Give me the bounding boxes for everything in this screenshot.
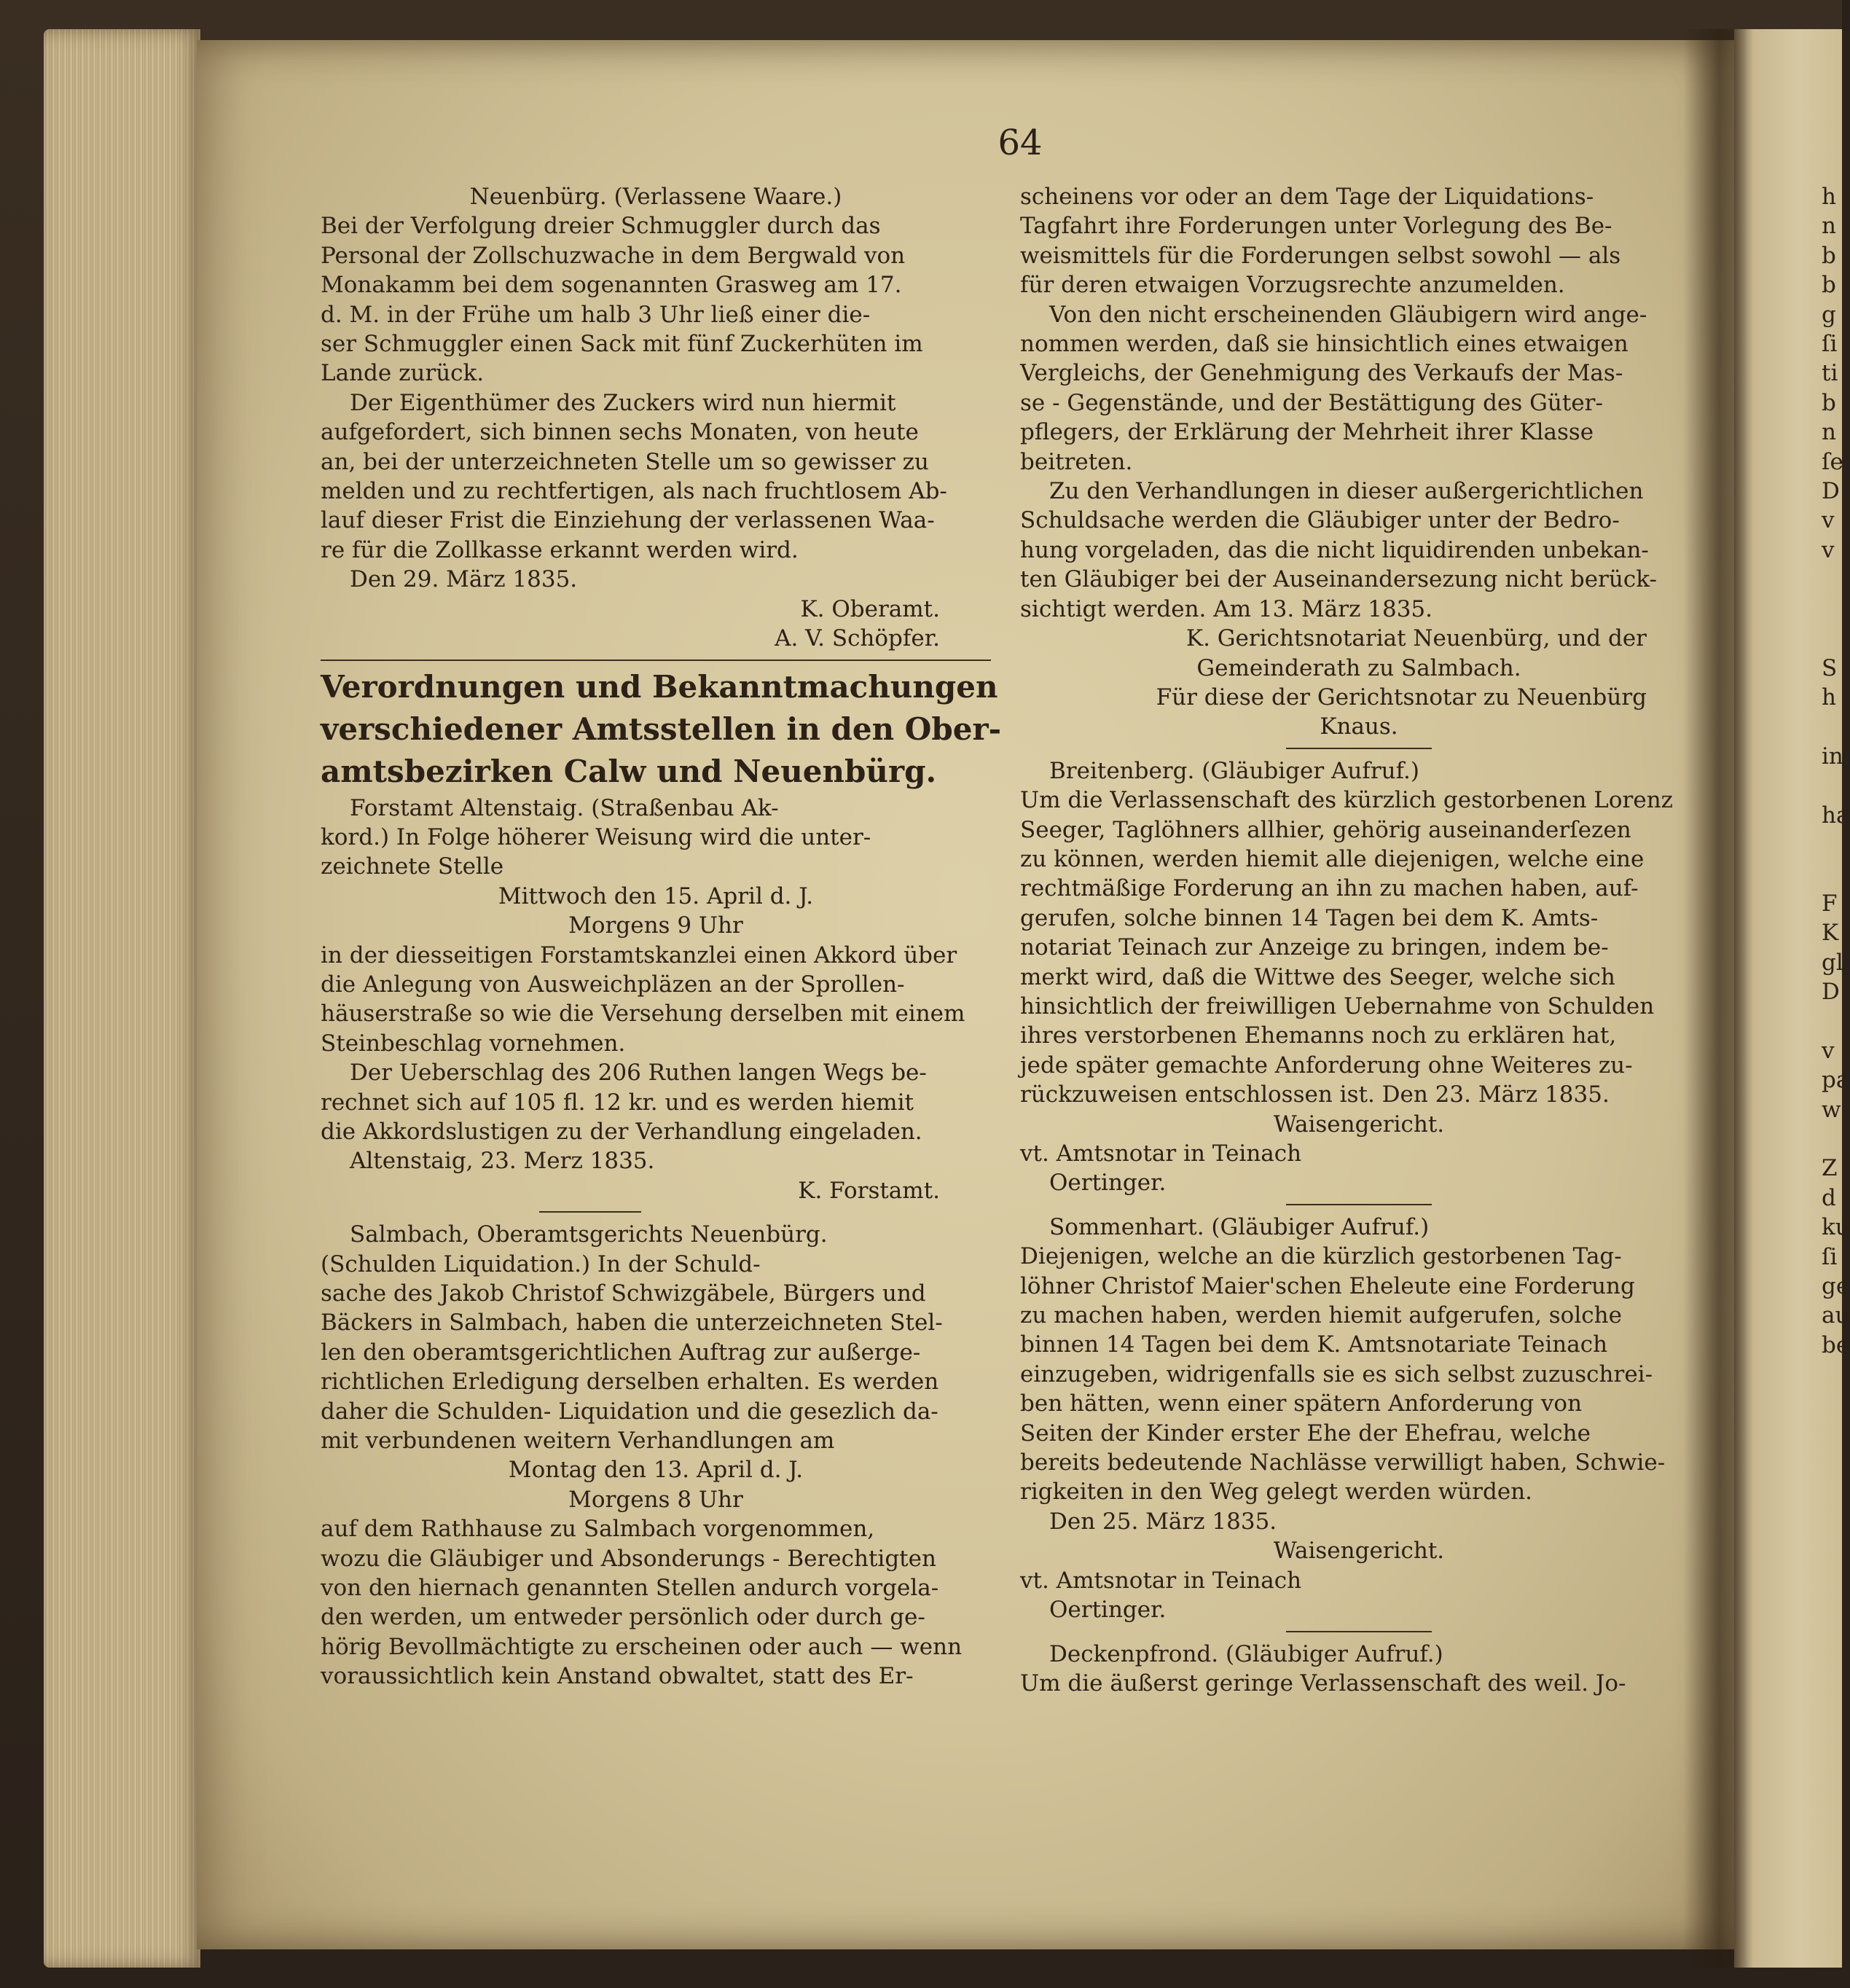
text-line: Zu den Verhandlungen in dieser außergerichtlichen — [1049, 478, 1644, 505]
facing-page-fragment — [1822, 595, 1842, 624]
text-line: Für diese der Gerichtsnotar zu Neuenbürg — [1156, 684, 1647, 711]
text-line: pflegers, der Erklärung der Mehrheit ihrer Klasse — [1020, 419, 1594, 446]
text-line: re für die Zollkasse erkannt werden wird. — [321, 536, 799, 563]
text-line: daher die Schulden- Liquidation und die gesezlich da- — [321, 1398, 938, 1425]
facing-page-fragment: F — [1822, 890, 1838, 917]
text-line: d. M. in der Frühe um halb 3 Uhr ließ einer die- — [321, 301, 871, 328]
text-line: Breitenberg. (Gläubiger Aufruf.) — [1049, 757, 1419, 784]
text-line: den werden, um entweder persönlich oder durch ge- — [321, 1604, 925, 1631]
text-line: A. V. Schöpfer. — [775, 625, 940, 652]
facing-page-fragment: D — [1822, 978, 1840, 1005]
text-line: richtlichen Erledigung derselben erhalten. Es werden — [321, 1369, 939, 1396]
text-line: Seiten der Kinder erster Ehe der Ehefrau, welche — [1020, 1420, 1591, 1447]
text-line: nommen werden, daß sie hinsichtlich eines etwaigen — [1020, 331, 1628, 358]
text-line: notariat Teinach zur Anzeige zu bringen, indem be- — [1020, 934, 1609, 961]
facing-page-fragment: n — [1822, 213, 1836, 240]
text-line: in der diesseitigen Forstamtskanzlei einen Akkord über — [321, 942, 957, 968]
text-line: Bei der Verfolgung dreier Schmuggler durch das — [321, 213, 881, 240]
book-page-edges — [44, 29, 200, 1968]
facing-page-fragment: ge — [1822, 1273, 1850, 1300]
text-line: Bäckers in Salmbach, haben die unterzeichneten Stel- — [321, 1310, 943, 1337]
facing-page-fragment: D — [1822, 478, 1840, 505]
text-line: ser Schmuggler einen Sack mit fünf Zuckerhüten im — [321, 331, 923, 358]
text-line: Tagfahrt ihre Forderungen unter Vorlegung des Be- — [1020, 213, 1612, 240]
text-line: Vergleichs, der Genehmigung des Verkaufs der Mas- — [1020, 360, 1623, 387]
text-line: zu können, werden hiemit alle diejenigen, welche eine — [1020, 845, 1645, 872]
text-line: einzugeben, widrigenfalls sie es sich selbst zuzuschrei- — [1020, 1361, 1653, 1388]
facing-page-fragment: g — [1822, 301, 1836, 328]
text-line: von den hiernach genannten Stellen andurch vorgela- — [321, 1575, 939, 1602]
text-line: Von den nicht erscheinenden Gläubigern wird ange- — [1049, 301, 1647, 328]
facing-page-fragment: be — [1822, 1331, 1850, 1358]
text-line: beitreten. — [1020, 448, 1133, 475]
facing-page-fragment: ha — [1822, 802, 1850, 829]
text-line: zu machen haben, werden hiemit aufgerufen, solche — [1020, 1302, 1622, 1329]
separator-rule — [1286, 748, 1432, 749]
facing-page-fragment: S — [1822, 654, 1838, 681]
text-line: hörig Bevollmächtigte zu erscheinen oder auch — wenn — [321, 1633, 963, 1660]
text-line: K. Forstamt. — [798, 1177, 940, 1204]
separator-rule — [539, 1211, 641, 1213]
text-line: Monakamm bei dem sogenannten Grasweg am 17. — [321, 272, 902, 299]
text-line: Diejenigen, welche an die kürzlich gestorbenen Tag- — [1020, 1243, 1622, 1270]
facing-page-fragment: in — [1822, 743, 1843, 770]
text-line: melden und zu rechtfertigen, als nach fruchtlosem Ab- — [321, 478, 947, 505]
separator-rule — [1286, 1204, 1432, 1205]
facing-page-fragment: gl — [1822, 949, 1843, 976]
facing-page-fragment: v — [1822, 536, 1835, 563]
facing-page-fragment: ſi — [1822, 331, 1838, 358]
facing-page-fragment — [1822, 712, 1842, 741]
facing-page-fragment — [1822, 1006, 1842, 1036]
text-line: bereits bedeutende Nachlässe verwilligt haben, Schwie- — [1020, 1449, 1666, 1476]
text-line: die Anlegung von Ausweichpläzen an der Sprollen- — [321, 971, 905, 998]
facing-page-fragment: v — [1822, 1037, 1835, 1064]
separator-rule — [321, 660, 991, 661]
text-line: ben hätten, wenn einer spätern Anforderung von — [1020, 1390, 1583, 1417]
text-line: vt. Amtsnotar in Teinach — [1020, 1140, 1302, 1167]
text-line: sichtigt werden. Am 13. März 1835. — [1020, 595, 1433, 622]
text-line: wozu die Gläubiger und Absonderungs - Berechtigten — [321, 1545, 936, 1572]
facing-page-fragment — [1822, 830, 1842, 859]
right-column — [1020, 182, 1698, 1698]
facing-page-fragment: au — [1822, 1302, 1850, 1329]
facing-page-fragment — [1822, 771, 1842, 800]
text-line: Oertinger. — [1049, 1170, 1167, 1197]
text-line: Mittwoch den 15. April d. J. — [498, 883, 814, 909]
text-line: Morgens 9 Uhr — [568, 912, 743, 939]
text-line: scheinens vor oder an dem Tage der Liquidations- — [1020, 184, 1594, 210]
text-line: Den 25. März 1835. — [1049, 1508, 1277, 1535]
facing-page-fragment: v — [1822, 507, 1835, 534]
text-line: an, bei der unterzeichneten Stelle um so gewisser zu — [321, 448, 929, 475]
text-line: ten Gläubiger bei der Auseinandersezung nicht berück- — [1020, 566, 1657, 593]
text-line: Knaus. — [1320, 713, 1398, 740]
text-line: Altenstaig, 23. Merz 1835. — [350, 1148, 655, 1175]
text-line: merkt wird, daß die Wittwe des Seeger, welche sich — [1020, 963, 1615, 990]
text-line: kord.) In Folge höherer Weisung wird die unter- — [321, 823, 871, 850]
facing-page-fragment: K — [1822, 920, 1839, 947]
text-line: Morgens 8 Uhr — [568, 1486, 743, 1513]
text-line: Oertinger. — [1049, 1597, 1167, 1624]
facing-page-fragment — [1822, 565, 1842, 594]
text-line: löhner Christof Maier'schen Eheleute eine Forderung — [1020, 1272, 1635, 1299]
facing-page-fragment: b — [1822, 389, 1836, 416]
text-line: die Akkordslustigen zu der Verhandlung eingeladen. — [321, 1118, 922, 1145]
text-line: zeichnete Stelle — [321, 853, 504, 880]
text-line: Steinbeschlag vornehmen. — [321, 1030, 626, 1057]
text-line: hung vorgeladen, das die nicht liquidirenden unbekan- — [1020, 536, 1649, 563]
text-line: Forstamt Altenstaig. (Straßenbau Ak- — [350, 794, 779, 821]
text-line: rechnet sich auf 105 fl. 12 kr. und es werden hiemit — [321, 1089, 914, 1116]
text-line: hinsichtlich der freiwilligen Uebernahme von Schulden — [1020, 993, 1655, 1020]
text-line: Seeger, Taglöhners allhier, gehörig auseinanderſezen — [1020, 816, 1631, 843]
facing-page-fragment — [1822, 624, 1842, 653]
text-line: Lande zurück. — [321, 360, 485, 387]
text-line: rechtmäßige Forderung an ihn zu machen haben, auf- — [1020, 875, 1639, 902]
facing-page-fragment: n — [1822, 419, 1836, 446]
text-line: voraussichtlich kein Anstand obwaltet, statt des Er- — [321, 1663, 914, 1690]
facing-page-fragment: d — [1822, 1184, 1836, 1211]
text-line: Deckenpfrond. (Gläubiger Aufruf.) — [1049, 1640, 1443, 1667]
facing-page-fragment: b — [1822, 272, 1836, 299]
text-line: für deren etwaigen Vorzugsrechte anzumelden. — [1020, 272, 1565, 299]
facing-page-fragment: ti — [1822, 360, 1838, 387]
text-line: lauf dieser Frist die Einziehung der verlassenen Waa- — [321, 507, 935, 534]
text-line: Den 29. März 1835. — [350, 566, 578, 593]
text-line: Um die äußerst geringe Verlassenschaft des weil. Jo- — [1020, 1670, 1626, 1697]
facing-page-text — [1822, 182, 1850, 1360]
text-line: Personal der Zollschuzwache in dem Bergwald von — [321, 242, 906, 269]
facing-page-fragment: b — [1822, 242, 1836, 269]
text-line: Montag den 13. April d. J. — [508, 1457, 804, 1484]
facing-page-fragment: ſi — [1822, 1243, 1838, 1270]
facing-page-fragment — [1822, 1124, 1842, 1154]
text-line: Neuenbürg. (Verlassene Waare.) — [469, 184, 842, 210]
separator-rule — [1286, 1631, 1432, 1632]
text-line: jede später gemachte Anforderung ohne Weiteres zu- — [1020, 1052, 1633, 1079]
text-line: Salmbach, Oberamtsgerichts Neuenbürg. — [350, 1221, 828, 1248]
facing-page-fragment: Z — [1822, 1155, 1838, 1182]
text-line: (Schulden Liquidation.) In der Schuld- — [321, 1251, 761, 1277]
text-line: rückzuweisen entschlossen ist. Den 23. März 1835. — [1020, 1081, 1610, 1108]
text-line: Waisengericht. — [1273, 1111, 1445, 1138]
text-line: rigkeiten in den Weg gelegt werden würden. — [1020, 1479, 1533, 1506]
section-heading-line: Verordnungen und Bekanntmachungen — [321, 668, 998, 705]
text-line: len den oberamtsgerichtlichen Auftrag zur außerge- — [321, 1339, 921, 1366]
text-line: ihres verstorbenen Ehemanns noch zu erklären hat, — [1020, 1022, 1617, 1049]
section-heading-line: verschiedener Amtsstellen in den Ober- — [321, 711, 1002, 747]
facing-page-fragment: w — [1822, 1096, 1841, 1123]
text-line: auf dem Rathhause zu Salmbach vorgenommen, — [321, 1516, 875, 1543]
text-line: sache des Jakob Christof Schwizgäbele, Bürgers und — [321, 1280, 926, 1307]
text-line: K. Oberamt. — [800, 595, 940, 622]
facing-page-fragment: ſe — [1822, 448, 1843, 475]
text-line: gerufen, solche binnen 14 Tagen bei dem K. Amts- — [1020, 904, 1599, 931]
text-line: weismittels für die Forderungen selbst sowohl — als — [1020, 242, 1621, 269]
text-line: mit verbundenen weitern Verhandlungen am — [321, 1428, 835, 1455]
text-line: Waisengericht. — [1273, 1538, 1445, 1565]
text-line: aufgefordert, sich binnen sechs Monaten, von heute — [321, 419, 919, 446]
page-number: 64 — [997, 122, 1043, 163]
facing-page-fragment: ku — [1822, 1214, 1850, 1241]
text-line: binnen 14 Tagen bei dem K. Amtsnotariate Teinach — [1020, 1331, 1608, 1358]
text-line: Der Eigenthümer des Zuckers wird nun hiermit — [350, 389, 896, 416]
text-line: häuserstraße so wie die Versehung derselben mit einem — [321, 1001, 965, 1028]
left-column — [321, 182, 1002, 1691]
facing-page-fragment: h — [1822, 184, 1836, 210]
text-line: Um die Verlassenschaft des kürzlich gestorbenen Lorenz — [1020, 787, 1674, 814]
text-line: Schuldsache werden die Gläubiger unter der Bedro- — [1020, 507, 1620, 534]
facing-page-fragment — [1822, 859, 1842, 888]
facing-page-fragment: h — [1822, 684, 1836, 711]
facing-page-fragment: pa — [1822, 1067, 1850, 1094]
text-line: Gemeinderath zu Salmbach. — [1196, 654, 1521, 681]
text-line: Der Ueberschlag des 206 Ruthen langen Wegs be- — [350, 1060, 927, 1087]
text-line: vt. Amtsnotar in Teinach — [1020, 1567, 1302, 1594]
section-heading-line: amtsbezirken Calw und Neuenbürg. — [321, 753, 937, 789]
text-line: K. Gerichtsnotariat Neuenbürg, und der — [1185, 625, 1647, 652]
text-line: se - Gegenstände, und der Bestättigung des Güter- — [1020, 389, 1603, 416]
text-line: Sommenhart. (Gläubiger Aufruf.) — [1049, 1213, 1430, 1240]
